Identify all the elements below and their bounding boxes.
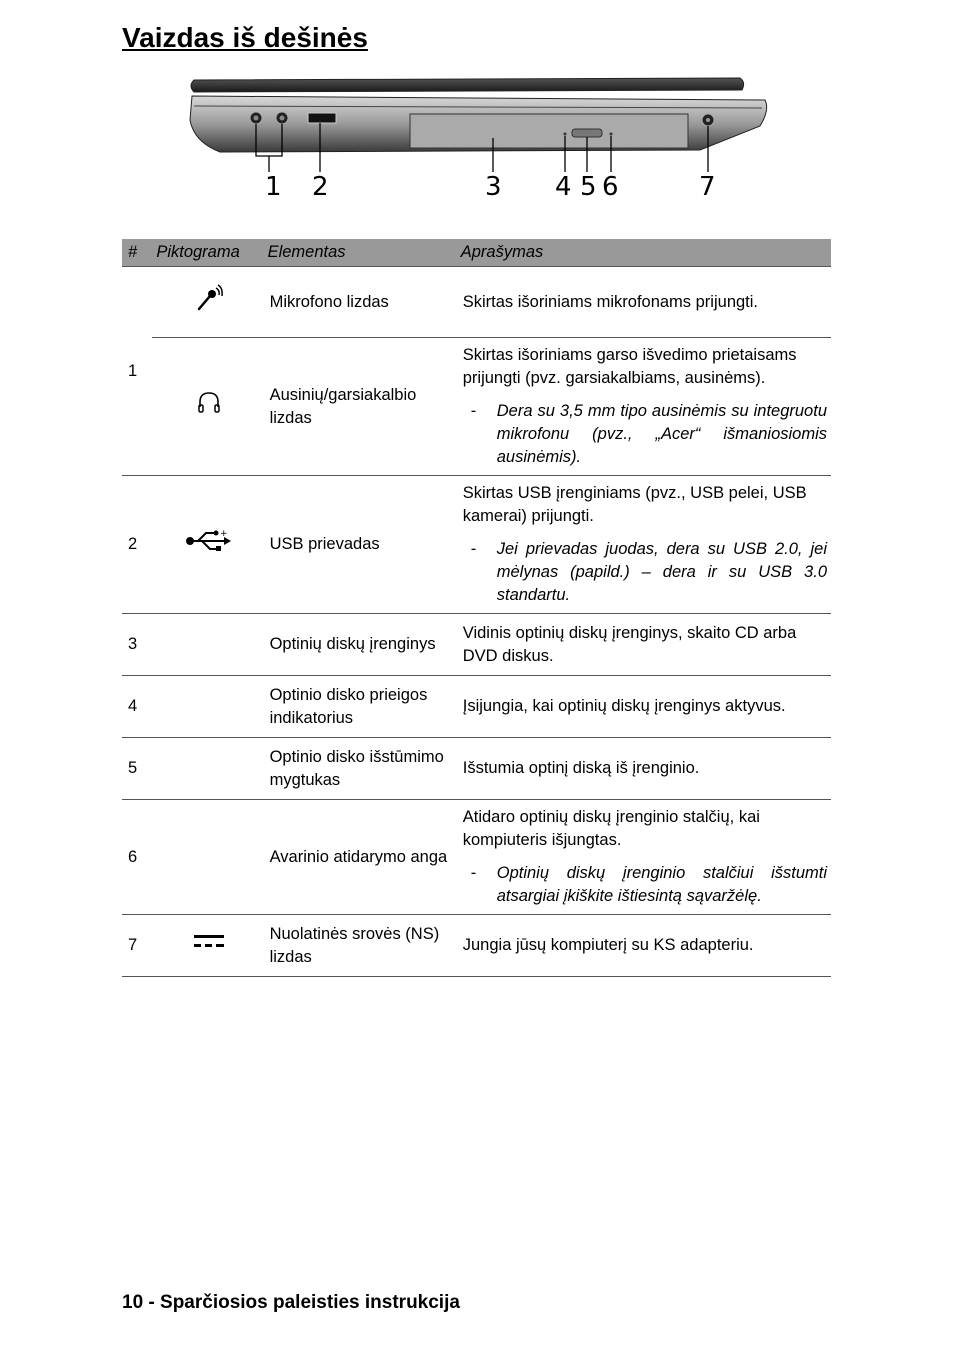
element-name: USB prievadas [264,476,457,614]
table-row [122,338,831,476]
element-note [463,862,827,908]
element-description: Atidaro optinių diskų įrenginio stalčių, kai kompiuteris išjungtas. [462,808,760,849]
row-number: 6 [122,800,152,915]
element-description: Vidinis optinių diskų įrenginys, skaito CD arba DVD diskus. [457,614,831,676]
svg-text:+: + [219,529,228,539]
table-row [122,614,831,676]
callout-4: 4 [555,172,572,202]
table-row [122,676,831,738]
eject-button [572,129,602,137]
row-number: 7 [122,915,152,977]
callout-6: 6 [602,172,619,202]
microphone-icon [152,267,263,338]
row-number: 3 [122,614,152,676]
note-dash: - [470,402,477,420]
header-num: # [122,239,152,267]
element-note [463,538,827,607]
element-description: Skirtas išoriniams garso išvedimo prietaisams prijungti (pvz. garsiakalbiams, ausinėms). [462,346,797,387]
headphones-icon [152,338,263,476]
note-text: Optinių diskų įrenginio stalčiui išstumti atsargiai įkiškite ištiesintą sąvaržėlę. [496,864,827,905]
element-description: Išstumia optinį diską iš įrenginio. [457,738,831,800]
optical-drive [410,114,688,148]
note-dash: - [470,864,477,882]
page-footer: 10 - Sparčiosios paleisties instrukcija [122,1292,460,1313]
element-name: Ausinių/garsiakalbio lizdas [264,338,457,476]
callout-1: 1 [265,172,282,202]
page-title: Vaizdas iš dešinės [122,22,368,53]
ports-table [122,239,831,977]
callout-2: 2 [312,172,329,202]
header-icon: Piktograma [152,239,263,267]
header-description: Aprašymas [457,239,831,267]
row-number: 2 [122,476,152,614]
callout-7: 7 [699,172,716,202]
table-row [122,915,831,977]
note-text: Dera su 3,5 mm tipo ausinėmis su integruotu mikrofonu (pvz., „Acer“ išmaniosiomis ausinėmis). [496,402,827,466]
dc-power-icon [152,915,263,977]
table-row [122,800,831,915]
header-element: Elementas [264,239,457,267]
note-text: Jei prievadas juodas, dera su USB 2.0, jei mėlynas (papild.) – dera ir su USB 3.0 standartu. [496,540,827,604]
element-description: Įsijungia, kai optinių diskų įrenginys aktyvus. [457,676,831,738]
usb-port [308,113,336,123]
row-number: 4 [122,676,152,738]
table-header [122,239,831,267]
element-name: Optinio disko išstūmimo mygtukas [264,738,457,800]
element-name: Mikrofono lizdas [264,267,457,338]
table-row [122,476,831,614]
element-description: Jungia jūsų kompiuterį su KS adapteriu. [457,915,831,977]
row-number: 1 [122,267,152,476]
element-description: Skirtas USB įrenginiams (pvz., USB pelei, USB kamerai) prijungti. [462,484,807,525]
row-number: 5 [122,738,152,800]
element-name: Optinių diskų įrenginys [264,614,457,676]
note-dash: - [470,540,477,558]
element-name: Nuolatinės srovės (NS) lizdas [264,915,457,977]
element-description: Skirtas išoriniams mikrofonams prijungti. [457,267,831,338]
usb-icon [152,476,263,614]
table-row [122,738,831,800]
table-row [122,267,831,338]
callout-3: 3 [485,172,502,202]
element-note [463,400,827,469]
element-name: Optinio disko prieigos indikatorius [264,676,457,738]
element-name: Avarinio atidarymo anga [264,800,457,915]
callout-5: 5 [580,172,597,202]
